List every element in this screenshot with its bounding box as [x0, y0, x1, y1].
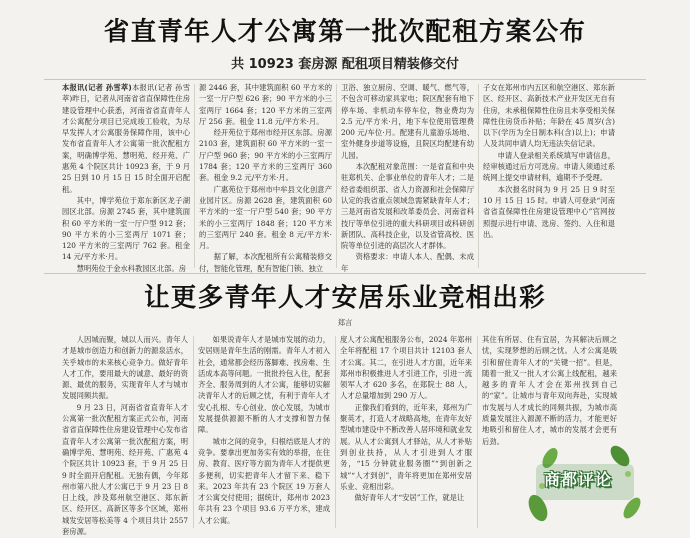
article2-col2-p2: 城市之间的竞争，归根结底是人才的竞争。要拿出更加务实有效的举措，在住房、教育、医疗等方面为青年人才提供更多便利，切实把青年人才留下来、稳下来。2023 年共有 23 个院区 19 万套人才公寓交付使用；据统计，郑州市 2023 年共有 23 个项目 93.6 万平方米，建成人才公寓。	[198, 436, 330, 525]
article1-col4-p3: 本次报名时间为 9 月 25 日 9 时至 10 月 15 日 15 时。申请人可登录“河南省省直保障性住房建设管理中心”官网按照提示进行申请、选房、签约、入住和退出。	[483, 184, 615, 239]
article2-col1-p2: 9 月 23 日，河南省省直青年人才公寓第一批次配租方案正式公布，河南省省直保障性住房建设管理中心发布省直青年人才公寓第一批次配租方案，明确博学苑、慧明苑、经开苑、广惠苑 4 个院区共计 10923 套，于 9 月 25 日 9 时全面开启配租。无独有偶，今年郑州市第八批人才公寓已于 9 月 23 日 8 日上线，涉及郑州航空港区、郑东新区、经开区、高新区等多个区域，郑州城发安居等松美等 4 个项目共计 2557 套房源。	[62, 402, 188, 537]
article1-col3-p1: 卫浴、独立厨房、空调、暖气、燃气等，不包含可移动家具家电；院区配套有地下停车场、非机动车停车位，物业费均为 2.5 元/平方米·月，地下车位使用管理费 200 元/车位·月。配建有儿童游乐场地、室外健身步道等设施，且院区均配建有幼儿园。	[341, 83, 474, 160]
article2-headline: 让更多青年人才安居乐业竞相出彩	[143, 283, 546, 313]
shangdu-pinglun-logo	[528, 446, 666, 526]
article2-col1-p1: 人因城而聚，城以人而兴。青年人才是城市创造力和创新力的源泉活水，关乎城市的未来核心竞争力。做好青年人才工作，要用最大的诚意、最好的资源、最优的服务，实现青年人才与城市发展同频共振。	[62, 335, 188, 401]
divider	[44, 273, 646, 274]
article1-col1-p3: 慧明苑位于金水科教园区北部。房	[76, 263, 187, 273]
article2-column-1	[62, 334, 188, 537]
article1-column-2	[199, 82, 332, 273]
article1-col4-p1: 子女在郑州市内五区和航空港区、郑东新区、经开区、高新技术产业开发区无自有住房，未承租保障性住房且未享受相关保障性住房货币补贴；年龄在 45 周岁(含)以下(学历为全日制本科(含)以上)；申请人及共同申请人均无违法失信记录。	[483, 83, 615, 149]
column-rule	[478, 84, 479, 268]
article1-col2-p4: 据了解，本次配租所有公寓精装修交付，智能化管理，配有智能门锁、独立	[199, 252, 332, 273]
article1-col2-p3: 广惠苑位于郑州市中牟县文化创意产业园片区。房源 2628 套，建筑面积 60 平方米的一室一厅户型 540 套；90 平方米的小三室两厅 1848 套；120 平方米的三室两厅 240 套。租金 8 元/平方米·月。	[199, 184, 332, 251]
article1-col1-p2: 其中，博学苑位于郑东新区龙子湖园区北部。房源 2745 套，其中建筑面积 60 平方米的一室一厅户型 912 套；90 平方米的小三室两厅 1071 套；120 平方米的三室两厅 762 套。租金 14 元/平方米·月。	[62, 195, 190, 262]
article1-col1-p1: 本报讯(记者 孙雪萃)昨日，记者从河南省省直保障性住房建设管理中心获悉，河南省省直青年人才公寓配分项目已完成竣工验收，为尽早发挥人才公寓服务保障作用，该中心发布省直青年人才公寓第一批次配租方案，明确博学苑、慧明苑、经开苑、广惠苑 4 个院区共计 10923 套，于 9 月 25 日到 10 月 15 日 15 时全面开启配租。	[62, 83, 190, 194]
article2-col3-p1: 度人才公寓配租服务公布，2024 年郑州全年将配租 17 个项目共计 12103 套人才公寓。其二，在引进人才方面，近年来郑州市积极推进人才引进工作，引进一流领军人才 620 多名，在郑院士 88 人，人才总量增加到 290 万人。	[340, 335, 472, 401]
article2-col3-p3: 做好青年人才“安居”工作，就是让	[354, 493, 465, 503]
column-rule	[194, 84, 195, 268]
article2-column-3	[340, 334, 472, 530]
logo-text: 商都评论	[544, 470, 613, 489]
column-rule	[193, 336, 194, 528]
article2-col2-p1: 如果说青年人才是城市发展的动力，安居则是青年生活的刚需。青年人才初入社会，通常都会经历落脚难、找房难、生活成本高等问题。一批批拎包入住，配套齐全、服务周到的人才公寓，能够切实解决青年人才的后顾之忧，有利于青年人才安心扎根、专心创业、放心发展，为城市发展提供源源不断的人才支撑和智力保障。	[198, 335, 330, 435]
article1-column-3	[341, 82, 474, 273]
article2-byline: 郑言	[337, 318, 353, 327]
article1-column-1: 本报讯(记者 孙雪萃)本报讯(记者 孙雪萃)昨日，记者从河南省省直保障性住房建设管理中心获悉，河南省省直青年人才公寓配分项目已完成竣工验收，为尽早发挥人才公寓服务保障作用，该中心发布省直青年人才公寓第一批次配租方案，明确博学苑、慧明苑、经开苑、广惠苑 4 个院区共计 10923 套，于 9 月 25 日到 10 月 15 日 15 时全面开启配租。 其中，博学苑位于郑东新区龙子湖园区北部。房源 2745 套，其中建筑面积 60 平方米的一室一厅户型 912 套；90 平方米的小三室两厅 1071 套；120 平方米的三室两厅 762 套。租金 14 元/平方米·月。 慧明苑位于金水科教园区北部。房	[62, 83, 190, 273]
article1-headline: 省直青年人才公寓第一批次配租方案公布	[103, 17, 587, 47]
column-rule	[336, 84, 337, 268]
article2-col4-p1: 其住有所居、住有宜居，为其解决后顾之忧，实现梦想的后顾之忧。人才公寓是吸引和留住青年人才的“关键一招”。但是，随着一批又一批人才公寓上线配租，越来越多的青年人才会在郑州找到自己的“家”。让城市与青年双向奔赴，实现城市发展与人才成长的同频共振，为城市高质量发展注入源源不断的活力，才能更好地吸引和留住人才，城市的发展才会更有后劲。	[482, 335, 617, 446]
article1-col2-p1: 源 2446 套，其中建筑面积 60 平方米的一室一厅户型 626 套；90 平方米的小三室两厅 1664 套；120 平方米的三室两厅 256 套。租金 11.8 元/平方米·月。	[199, 83, 332, 126]
article2-column-4	[482, 334, 617, 446]
column-rule	[477, 336, 478, 528]
article2-column-2	[198, 334, 330, 530]
column-rule	[335, 336, 336, 528]
article2-col3-p2: 正像我们看到的，近年来，郑州为广聚英才，打造人才战略高地，在青年友好型城市建设中不断改善人居环境和就业发展。从人才公寓到人才驿站，从人才补贴到创业扶持，从人才引进到人才服务，“15 分钟就业服务圈”“到创新之城”“人才到创”，青年将更加在郑州安居乐业、竞相出彩。	[340, 402, 472, 491]
article1-col4-p2: 申请人登录相关系统填写申请信息，经审核通过后方可选房。申请人须通过系统网上提交申请材料，逾期不予受理。	[483, 150, 615, 183]
article1-col2-p2: 经开苑位于郑州市经开区东部。房源 2103 套，建筑面积 60 平方米的一室一厅户型 960 套；90 平方米的小三室两厅 1784 套；120 平方米的三室两厅 360 套。租金 9.2 元/平方米·月。	[199, 128, 332, 183]
divider	[44, 79, 646, 80]
article1-subheadline: 共 10923 套房源 配租项目精装修交付	[231, 57, 459, 72]
article1-col3-p3: 资格要求：申请人本人、配偶、未成年	[341, 252, 474, 273]
article1-col3-p2: 本次配租对象范围：一是省直和中央驻郑机关、企事业单位的青年人才；二是经省委组织部、省人力资源和社会保障厅认定的我省重点领域急需紧缺青年人才；三是河南省发展和改革委员会、河南省科技厅等单位引进的重大科研项目或科研创新团队、高科技企业，以及省管高校、医院等单位引进的高层次人才群体。	[341, 162, 474, 251]
article1-column-4	[483, 82, 615, 270]
